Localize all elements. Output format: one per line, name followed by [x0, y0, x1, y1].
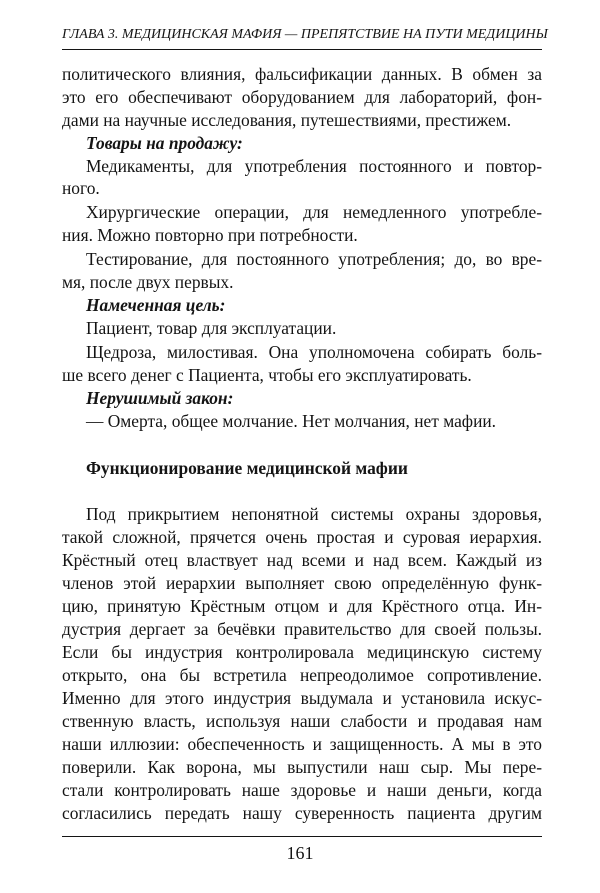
section-line: Под прикрытием непонятной системы охраны здоровья, [86, 504, 542, 524]
goods-item-line: Медикаменты, для употребления постоянного и повтор- [86, 156, 542, 176]
goods-item-line: Хирургические операции, для немедленного употребле- [86, 202, 542, 222]
footer-rule [62, 836, 542, 837]
goods-item-line: мя, после двух первых. [62, 272, 234, 292]
goods-item-line: ния. Можно повторно при потребности. [62, 225, 358, 245]
section-line: членов этой иерархии выполняет свою определённую функ- [62, 573, 542, 593]
target-item-line: ше всего денег с Пациента, чтобы его эксплуатировать. [62, 365, 472, 385]
page-number: 161 [286, 843, 314, 863]
section-line: Если бы индустрия контролировала медицинскую систему [62, 642, 542, 662]
law-line: — Омерта, общее молчание. Нет молчания, нет мафии. [86, 411, 497, 431]
section-line: Именно для этого индустрия выдумала и установила искус- [62, 688, 542, 708]
section-line: цию, принятую Крёстным отцом и для Крёстного отца. Ин- [62, 596, 542, 616]
body-line: дами на научные исследования, путешествиями, престижем. [62, 110, 512, 130]
section-line: Крёстный отец властвует над всеми и над всем. Каждый из [62, 550, 542, 570]
target-item-line: Пациент, товар для эксплуатации. [86, 318, 337, 338]
body-line: политического влияния, фальсификации данных. В обмен за [62, 64, 542, 84]
section-line: наши иллюзии: обеспеченность и защищенность. А мы в это [62, 734, 542, 754]
goods-item-line: Тестирование, для постоянного употребления; до, во вре- [86, 249, 542, 269]
goods-item-line: ного. [62, 178, 100, 198]
section-line: согласились передать нашу суверенность пациента другим [62, 803, 542, 823]
goods-heading: Товары на продажу: [86, 133, 243, 153]
section-line: поверили. Как ворона, мы выпустили наш сыр. Мы пере- [62, 757, 542, 777]
law-heading: Нерушимый закон: [86, 388, 234, 408]
running-head: ГЛАВА 3. МЕДИЦИНСКАЯ МАФИЯ — ПРЕПЯТСТВИЕ НА ПУТИ МЕДИЦИНЫ [62, 27, 548, 42]
target-heading: Намеченная цель: [86, 295, 226, 315]
section-line: ственную власть, используя наши слабости и продавая нам [62, 711, 542, 731]
section-line: дустрия дергает за бечёвки правительство для своей пользы. [62, 619, 542, 639]
section-line: такой сложной, прячется очень простая и суровая иерархия. [62, 527, 542, 547]
section-line: стали контролировать наше здоровье и наши деньги, когда [62, 780, 542, 800]
header-rule [62, 49, 542, 50]
body-line: это его обеспечивают оборудованием для лабораторий, фон- [62, 87, 542, 107]
target-item-line: Щедроза, милостивая. Она уполномочена собирать боль- [86, 342, 542, 362]
section-line: открыто, она бы встретила непреодолимое сопротивление. [62, 665, 542, 685]
section-heading: Функционирование медицинской мафии [86, 458, 408, 478]
